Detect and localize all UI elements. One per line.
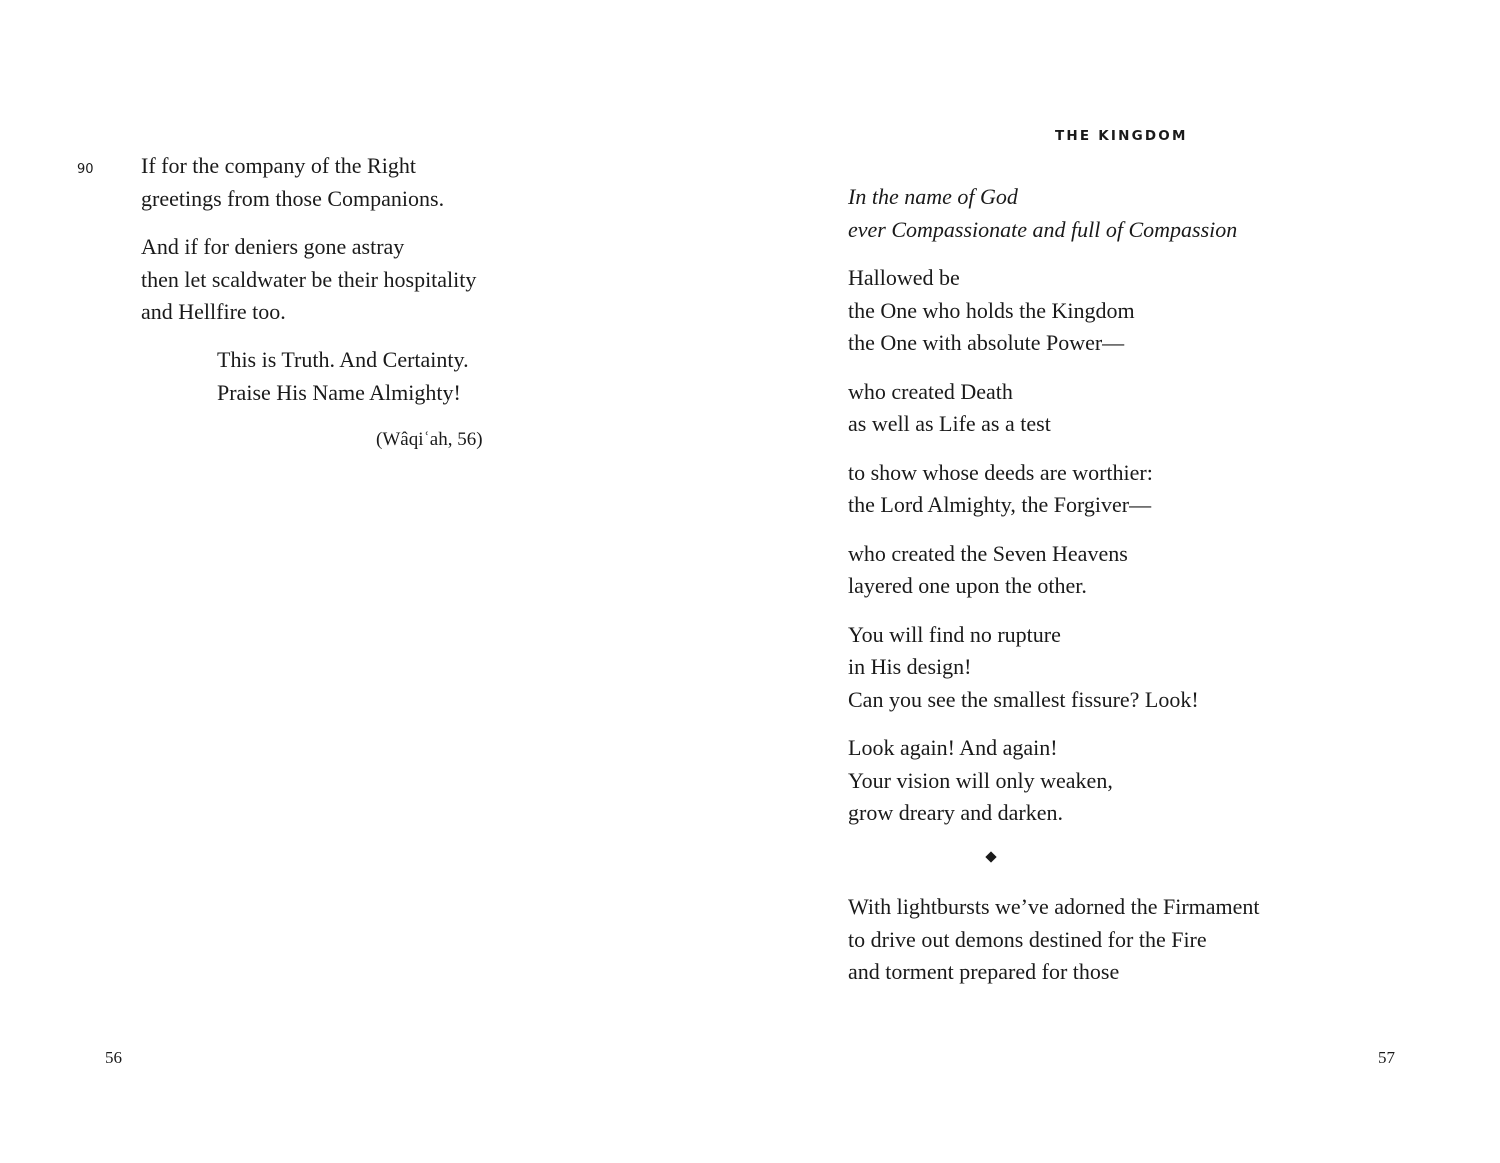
- stanza: [141, 150, 476, 215]
- verse-line: the One who holds the Kingdom: [848, 297, 1135, 323]
- verse-line: With lightbursts we’ve adorned the Firmament: [848, 894, 1260, 919]
- diamond-icon: [985, 851, 996, 862]
- verse-line: who created Death: [848, 378, 1013, 404]
- stanza: [141, 231, 476, 329]
- stanza: [848, 538, 1237, 603]
- verse-line: Hallowed be: [848, 265, 960, 290]
- right-page: [750, 0, 1500, 1163]
- verse-line: in His design!: [848, 654, 972, 679]
- verse-line: and Hellfire too.: [141, 299, 286, 324]
- verse-line: layered one upon the other.: [848, 573, 1087, 598]
- stanza: [848, 262, 1237, 360]
- verse-line: as well as Life as a test: [848, 411, 1051, 436]
- verse-line: and torment prepared for those: [848, 959, 1120, 984]
- verse-line: Can you see the smallest fissure? Look!: [848, 686, 1199, 712]
- citation: (Wâqiʿah, 56): [376, 429, 483, 450]
- verse-line: to show whose deeds are worthier:: [848, 459, 1153, 485]
- verse-line: greetings from those Companions.: [141, 185, 445, 211]
- page-number-right: 57: [1378, 1048, 1395, 1067]
- verse-line: Look again! And again!: [848, 735, 1058, 760]
- verse-line: Your vision will only weaken,: [848, 767, 1113, 793]
- line-number: 90: [77, 162, 94, 177]
- stanza: [848, 376, 1237, 441]
- verse-line: who created the Seven Heavens: [848, 540, 1128, 566]
- stanza: [848, 619, 1237, 717]
- stanza: [848, 732, 1237, 830]
- running-head: THE KINGDOM: [1055, 128, 1188, 144]
- verse-line: Praise His Name Almighty!: [217, 379, 461, 405]
- verse-line: the Lord Almighty, the Forgiver—: [848, 492, 1152, 517]
- left-verse: [141, 150, 476, 345]
- verse-line: If for the company of the Right: [141, 153, 416, 178]
- verse-line: And if for deniers gone astray: [141, 234, 405, 259]
- indented-stanza: [217, 344, 469, 409]
- right-verse: [848, 181, 1237, 846]
- verse-line: You will find no rupture: [848, 621, 1061, 647]
- stanza: [848, 457, 1237, 522]
- verse-line: the One with absolute Power—: [848, 330, 1125, 355]
- verse-line: In the name of God: [848, 184, 1018, 209]
- verse-line: This is Truth. And Certainty.: [217, 347, 469, 372]
- right-verse-continued: [848, 891, 1260, 989]
- verse-line: grow dreary and darken.: [848, 800, 1064, 825]
- verse-line: ever Compassionate and full of Compassion: [848, 216, 1238, 242]
- verse-line: then let scaldwater be their hospitality: [141, 266, 477, 292]
- verse-line: to drive out demons destined for the Fire: [848, 926, 1207, 952]
- invocation: [848, 181, 1237, 246]
- page-number-left: 56: [105, 1048, 122, 1067]
